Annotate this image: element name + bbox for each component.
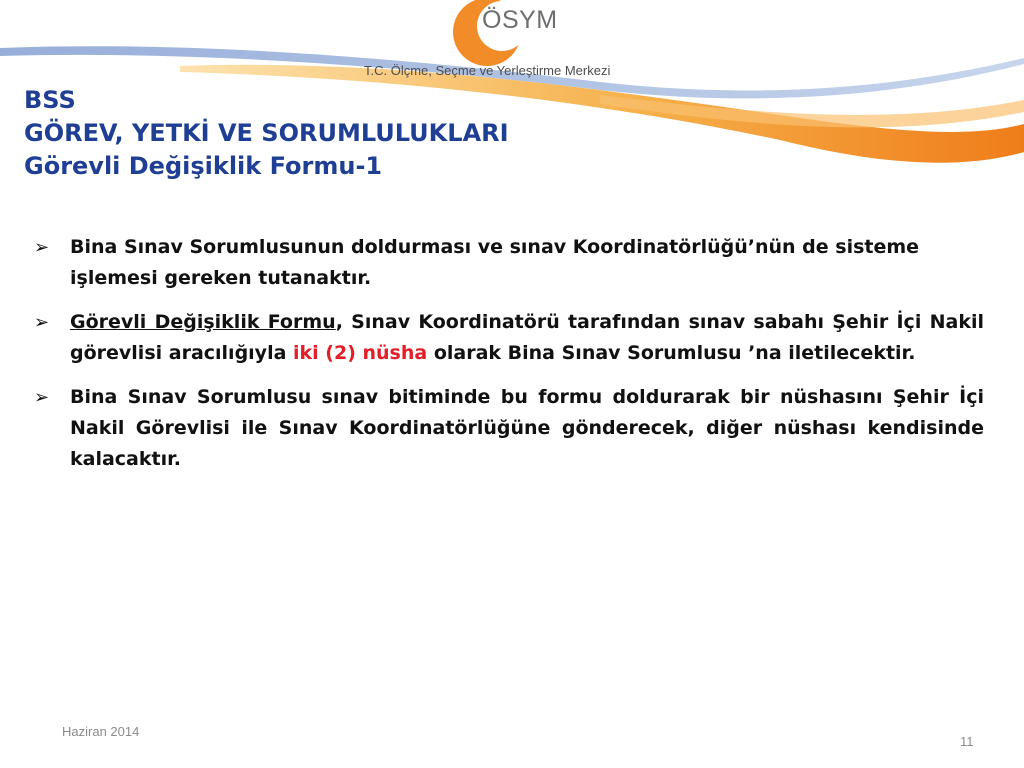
bullet-text: Bina Sınav Sorumlusu sınav bitiminde bu formu doldurarak bir nüshasını Şehir İçi Nakil Görevlisi ile Sınav Koordinatörlüğüne gönderecek, diğer nüshası kendisinde kalacaktır. bbox=[70, 386, 984, 470]
bullet-text: Bina Sınav Sorumlusunun doldurması ve sınav Koordinatörlüğü’nün de sisteme işlemesi gereken tutanaktır. bbox=[70, 236, 920, 289]
arrow-bullet-icon: ➢ bbox=[34, 387, 50, 408]
bullet-list bbox=[34, 232, 984, 488]
brand-subtitle: T.C. Ölçme, Seçme ve Yerleştirme Merkezi bbox=[364, 63, 611, 78]
bullet-text: , Sınav Koordinatörü tarafından sınav sabahı Şehir İçi Nakil görevlisi aracılığıyla bbox=[70, 311, 984, 364]
brand-logo-text: ÖSYM bbox=[482, 6, 558, 34]
title-line-1: BSS bbox=[24, 86, 76, 114]
form-name-underlined: Görevli Değişiklik Formu bbox=[70, 311, 336, 333]
footer-date: Haziran 2014 bbox=[62, 724, 140, 739]
slide-title bbox=[24, 84, 509, 183]
bullet-text: olarak Bina Sınav Sorumlusu ’na iletilecektir. bbox=[427, 342, 916, 364]
highlight-red: iki (2) nüsha bbox=[293, 342, 428, 364]
title-line-2: GÖREV, YETKİ VE SORUMLULUKLARI bbox=[24, 119, 509, 147]
arrow-bullet-icon: ➢ bbox=[34, 312, 50, 333]
bullet-item bbox=[34, 382, 984, 475]
bullet-item bbox=[34, 232, 984, 294]
arrow-bullet-icon: ➢ bbox=[34, 237, 50, 258]
page-number: 11 bbox=[960, 734, 974, 749]
bullet-item bbox=[34, 307, 984, 369]
title-line-3: Görevli Değişiklik Formu-1 bbox=[24, 152, 383, 180]
